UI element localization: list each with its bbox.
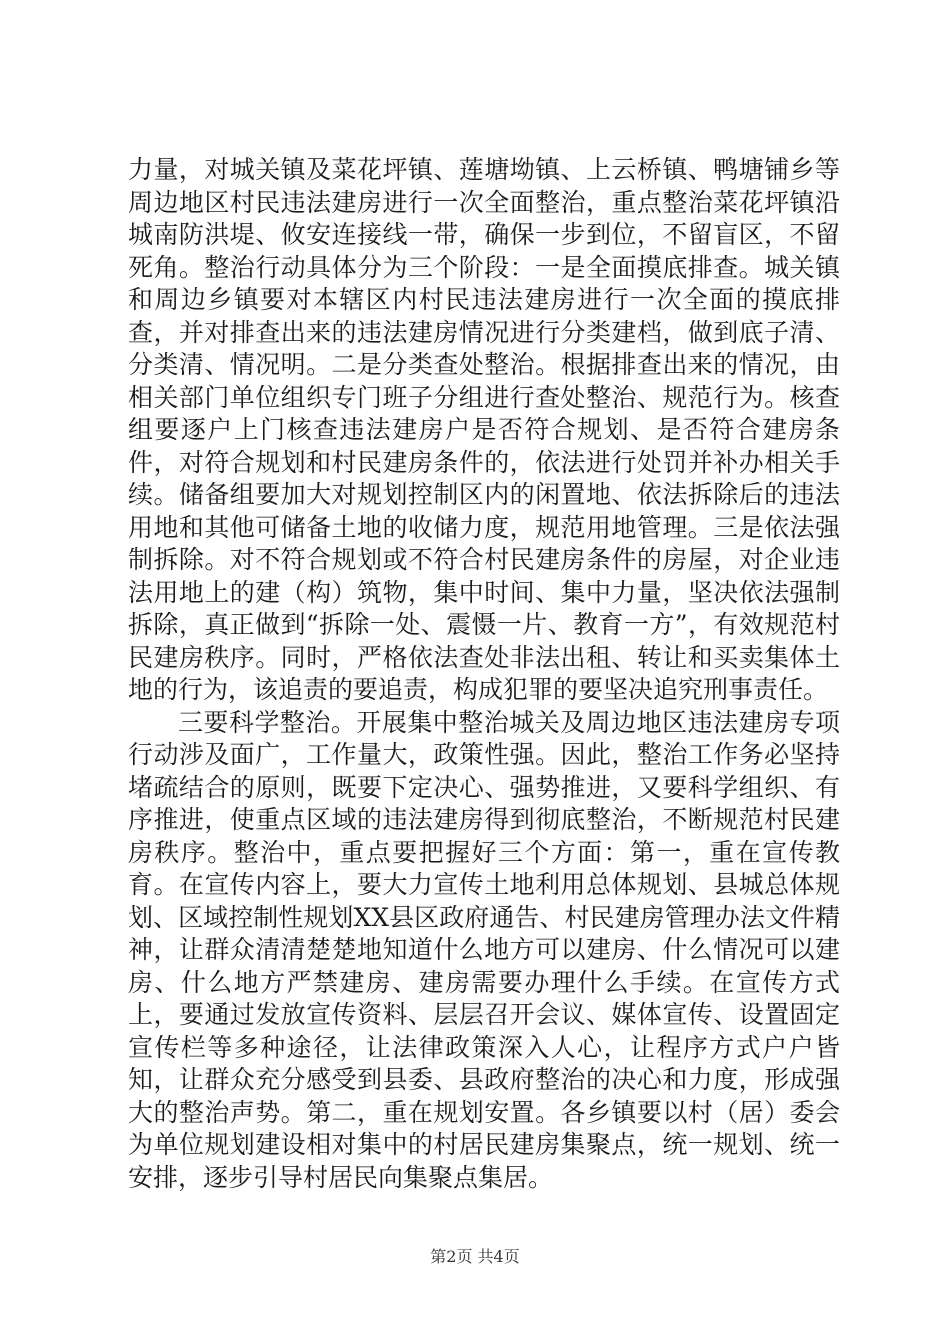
paragraph-three-scientific-rectification: 三要科学整治。开展集中整治城关及周边地区违法建房专项行动涉及面广，工作量大，政策性强。因此，整治工作务必坚持堵疏结合的原则，既要下定决心、强势推进，又要科学组织、有序推进，使重点区域的违法建房得到彻底整治，不断规范村民建房秩序。整治中，重点要把握好三个方面：第一，重在宣传教育。在宣传内容上，要大力宣传土地利用总体规划、县城总体规划、区域控制性规划XX县区政府通告、村民建房管理办法文件精神，让群众清清楚楚地知道什么地方可以建房、什么情况可以建房、什么地方严禁建房、建房需要办理什么手续。在宣传方式上，要通过发放宣传资料、层层召开会议、媒体宣传、设置固定宣传栏等多种途径，让法律政策深入人心，让程序方式户户皆知，让群众充分感受到县委、县政府整治的决心和力度，形成强大的整治声势。第二，重在规划安置。各乡镇要以村（居）委会为单位规划建设相对集中的村居民建房集聚点，统一规划、统一安排，逐步引导村居民向集聚点集居。 <box>128 707 840 1192</box>
document-body <box>128 154 840 1194</box>
paragraph-continued: 力量，对城关镇及菜花坪镇、莲塘坳镇、上云桥镇、鸭塘铺乡等周边地区村民违法建房进行一次全面整治，重点整治菜花坪镇沿城南防洪堤、攸安连接线一带，确保一步到位，不留盲区，不留死角。整治行动具体分为三个阶段：一是全面摸底排查。城关镇和周边乡镇要对本辖区内村民违法建房进行一次全面的摸底排查，并对排查出来的违法建房情况进行分类建档，做到底子清、分类清、情况明。二是分类查处整治。根据排查出来的情况，由相关部门单位组织专门班子分组进行查处整治、规范行为。核查组要逐户上门核查违法建房户是否符合规划、是否符合建房条件，对符合规划和村民建房条件的，依法进行处罚并补办相关手续。储备组要加大对规划控制区内的闲置地、依法拆除后的违法用地和其他可储备土地的收储力度，规范用地管理。三是依法强制拆除。对不符合规划或不符合村民建房条件的房屋，对企业违法用地上的建（构）筑物，集中时间、集中力量，坚决依法强制拆除，真正做到“拆除一处、震慑一片、教育一方”，有效规范村民建房秩序。同时，严格依法查处非法出租、转让和买卖集体土地的行为，该追责的要追责，构成犯罪的要坚决追究刑事责任。 <box>128 155 840 704</box>
page-footer: 第2页 共4页 <box>430 1247 520 1266</box>
